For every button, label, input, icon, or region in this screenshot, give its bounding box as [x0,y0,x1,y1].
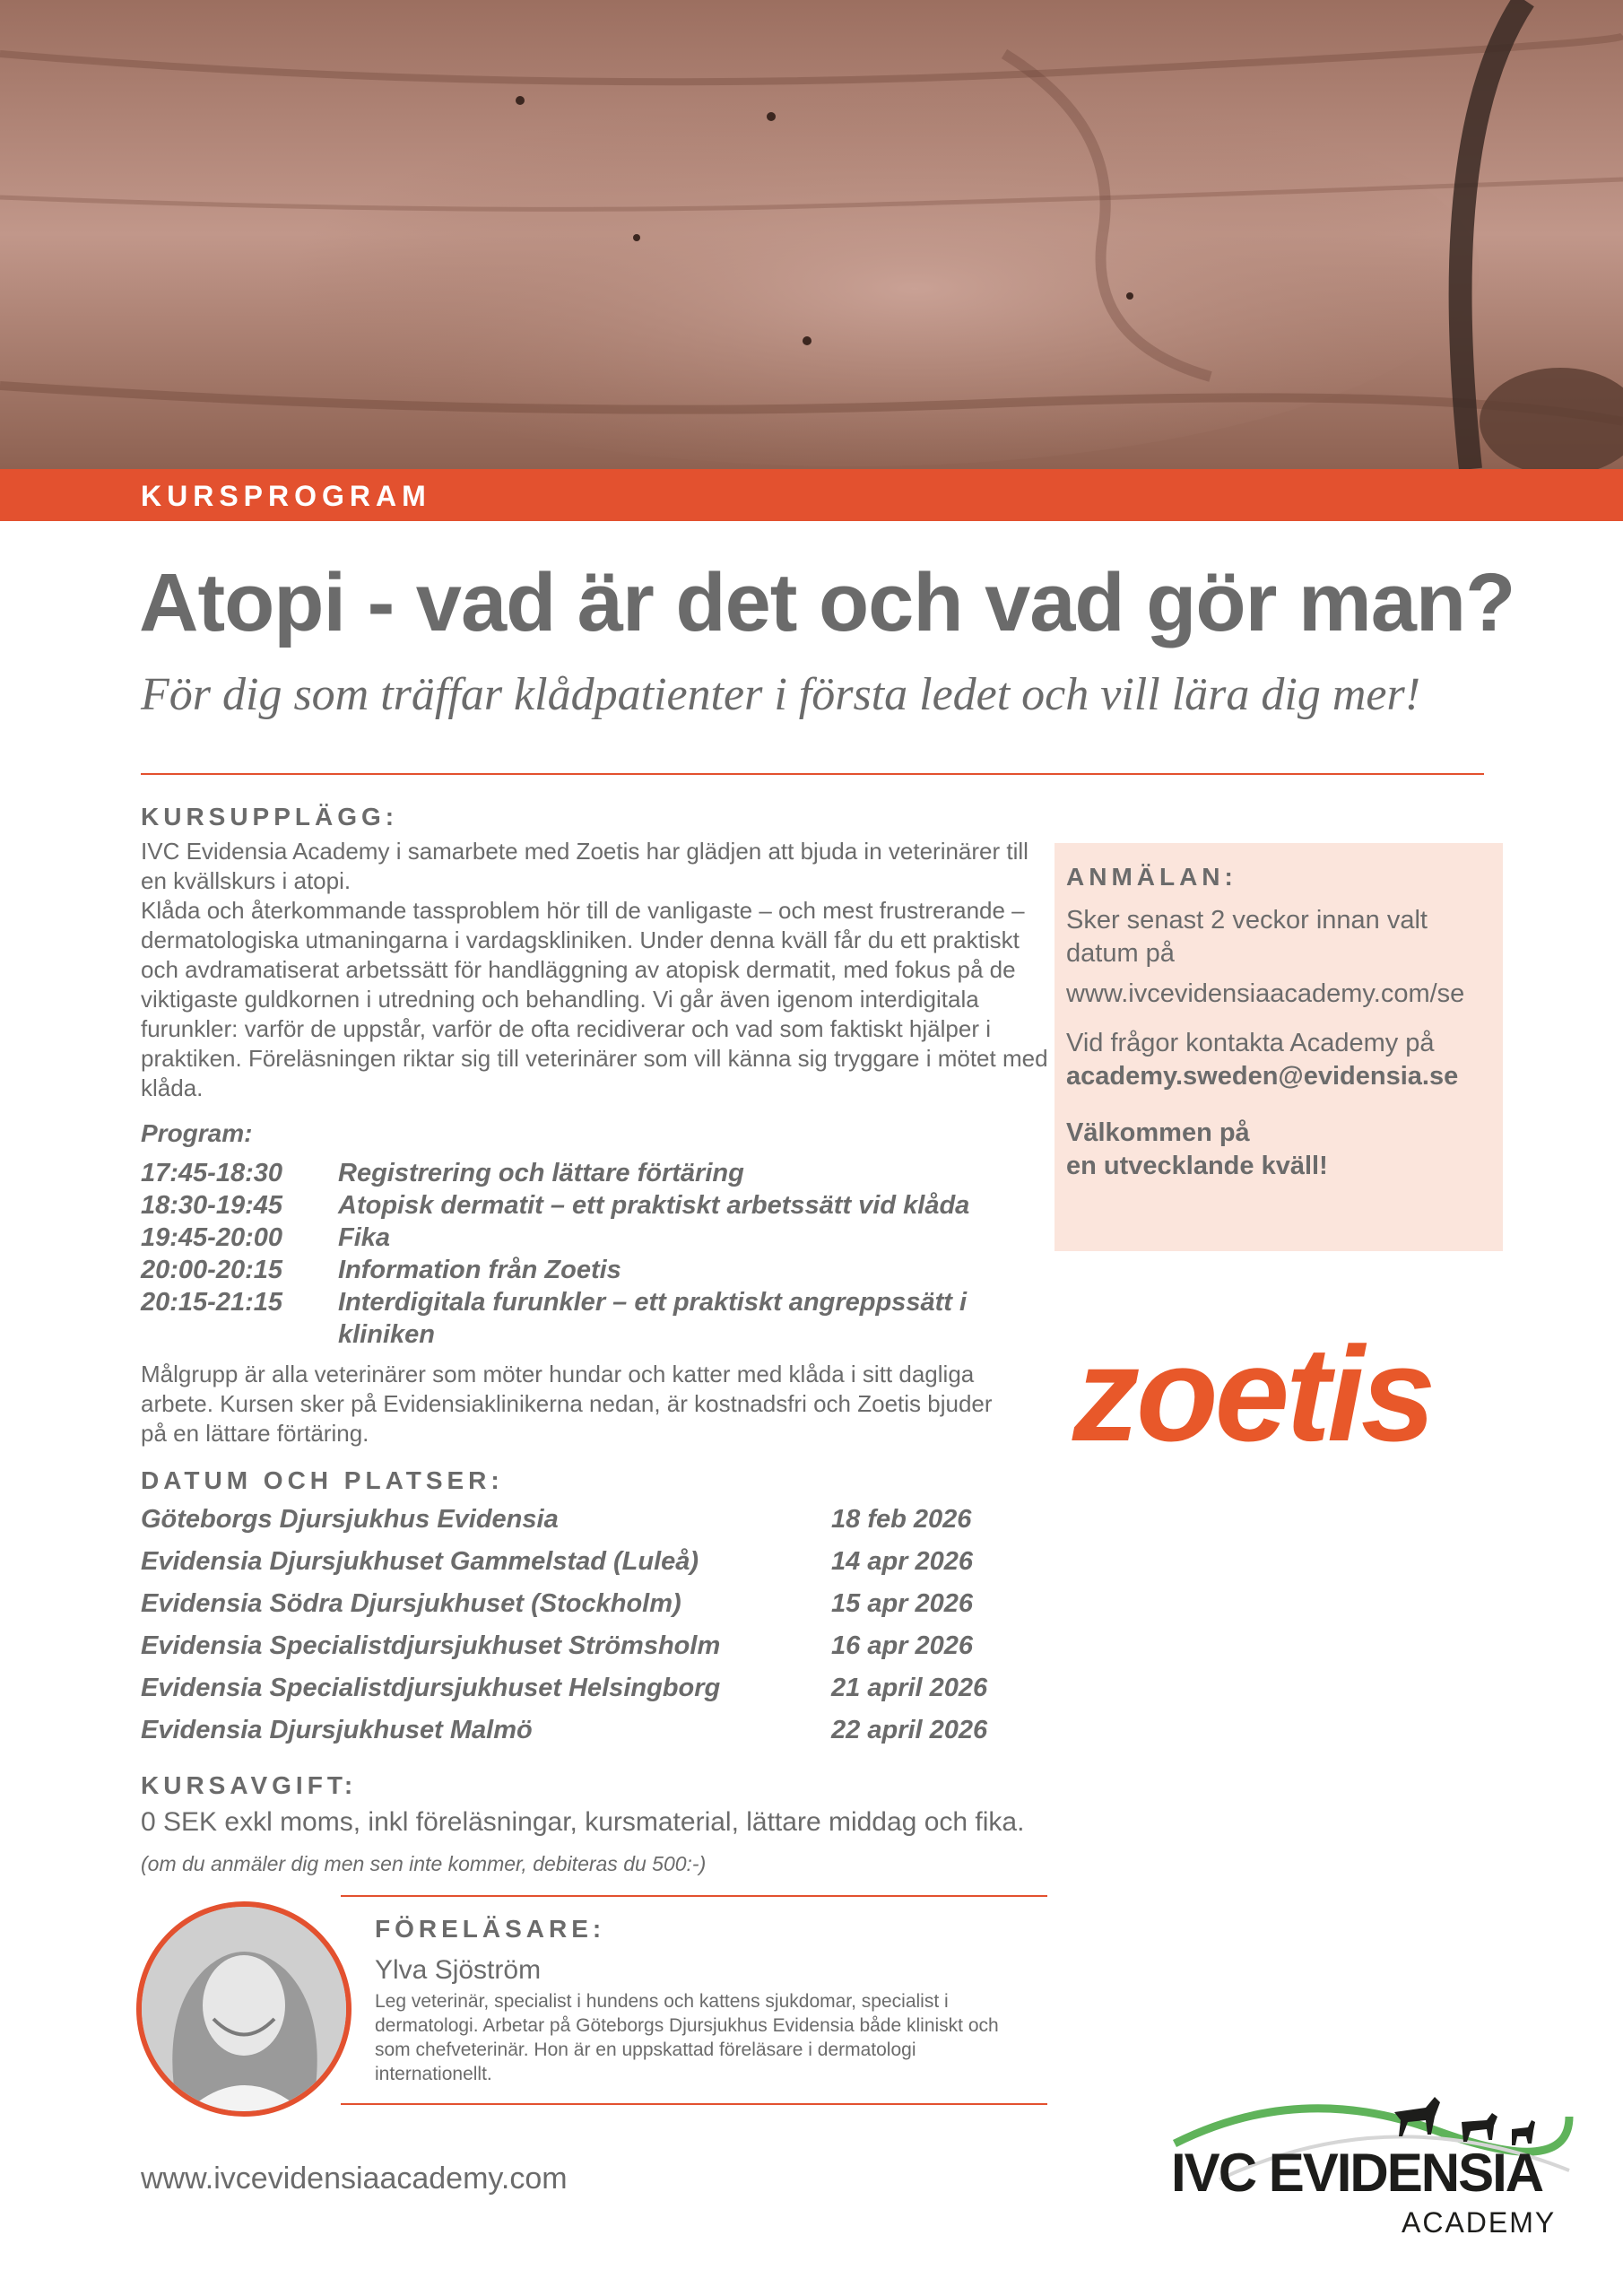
program-row [141,1157,1037,1189]
welcome-line-1: Välkommen på [1066,1118,1250,1147]
venue-name: Evidensia Södra Djursjukhuset (Stockholm) [141,1589,681,1618]
lecturer-portrait [142,1907,346,2111]
program-desc: Registrering och lättare förtäring [338,1159,744,1187]
fee-heading: KURSAVGIFT: [141,1771,358,1799]
dates-heading: DATUM OCH PLATSER: [141,1466,504,1494]
venue-date: 18 feb 2026 [831,1505,972,1534]
venue-date: 16 apr 2026 [831,1631,974,1660]
footer-url[interactable]: www.ivcevidensiaacademy.com [141,2161,568,2196]
lecturer-name: Ylva Sjöström [375,1955,542,1985]
registration-deadline: Sker senast 2 veckor innan valt datum på [1066,906,1428,968]
zoetis-logo: zoetis [1072,1318,1433,1469]
registration-panel [1055,843,1503,1251]
program-time: 17:45-18:30 [141,1159,282,1187]
dog-skin-photo [0,0,1623,469]
venue-date: 22 april 2026 [831,1716,988,1744]
venue-name: Evidensia Specialistdjursjukhuset Helsingborg [141,1674,721,1702]
program-desc: Interdigitala furunkler – ett praktiskt angreppssätt i kliniken [338,1288,967,1349]
fee-text: 0 SEK exkl moms, inkl föreläsningar, kursmaterial, lättare middag och fika. [141,1807,1025,1837]
program-row [141,1286,1037,1351]
venue-name: Göteborgs Djursjukhus Evidensia [141,1505,559,1534]
venue-list [141,1505,1002,1758]
venue-row [141,1631,1002,1674]
fee-divider [341,1895,1047,1897]
venue-date: 15 apr 2026 [831,1589,974,1618]
page-title: Atopi - vad är det och vad gör man? [139,557,1515,648]
course-description [141,837,1048,1103]
kursprogram-band [0,469,1623,521]
banner-label: KURSPROGRAM [141,480,431,512]
lecturer-photo [136,1901,352,2117]
venue-row [141,1505,1002,1547]
venue-name: Evidensia Djursjukhuset Gammelstad (Luleå) [141,1547,699,1576]
program-time: 20:15-21:15 [141,1288,282,1317]
program-row [141,1189,1037,1222]
ivc-brand-sub: ACADEMY [1402,2206,1557,2239]
ivc-brand-name: IVC EVIDENSIA [1171,2143,1543,2203]
program-schedule [141,1157,1037,1351]
hero-image [0,0,1623,469]
venue-row [141,1547,1002,1589]
lecturer-heading: FÖRELÄSARE: [375,1915,606,1943]
program-label: Program: [141,1119,253,1147]
program-time: 19:45-20:00 [141,1223,282,1252]
lecturer-divider [341,2103,1047,2105]
fee-note: (om du anmäler dig men sen inte kommer, debiteras du 500:-) [141,1852,707,1875]
venue-name: Evidensia Djursjukhuset Malmö [141,1716,533,1744]
page-subtitle: För dig som träffar klådpatienter i första ledet och vill lära dig mer! [141,669,1421,720]
venue-date: 21 april 2026 [831,1674,988,1702]
venue-row [141,1674,1002,1716]
program-time: 18:30-19:45 [141,1191,282,1220]
course-paragraph-2: Klåda och återkommande tassproblem hör till de vanligaste – och mest frustrerande – dermatologiska utmaningarna i vardagskliniken. Under denna kväll får du ett praktiskt och avdramatiserat arbetssätt för handläggning av atopisk dermatit, med fokus på de viktigaste guldkornen i utredning och behandling. Vi går även igenom interdigitala furunkler: varför de uppstår, varför de ofta recidiverar och vad som faktiskt hjälper i praktiken. Föreläsningen riktar sig till veterinärer som vill känna sig tryggare i mötet med klåda. [141,897,1048,1101]
venue-date: 14 apr 2026 [831,1547,974,1576]
welcome-line-2: en utvecklande kväll! [1066,1152,1328,1180]
program-desc: Fika [338,1223,391,1252]
contact-text: Vid frågor kontakta Academy på [1066,1029,1435,1057]
venue-row [141,1589,1002,1631]
program-desc: Information från Zoetis [338,1256,621,1284]
registration-heading: ANMÄLAN: [1066,863,1237,891]
program-time: 20:00-20:15 [141,1256,282,1284]
lecturer-bio: Leg veterinär, specialist i hundens och kattens sjukdomar, specialist i dermatologi. Arbetar på Göteborgs Djursjukhus Evidensia både kliniskt och som chefveterinär. Hon är en uppskattad föreläsare i dermatologi internationellt. [375,1991,999,2084]
program-row [141,1254,1037,1286]
venue-row [141,1716,1002,1758]
target-group-text: Målgrupp är alla veterinärer som möter hundar och katter med klåda i sitt dagliga arbete. Kursen sker på Evidensiaklinikerna nedan, är kostnadsfri och Zoetis bjuder på en lättare förtäring. [141,1361,993,1447]
program-row [141,1222,1037,1254]
venue-name: Evidensia Specialistdjursjukhuset Strömsholm [141,1631,721,1660]
program-desc: Atopisk dermatit – ett praktiskt arbetssätt vid klåda [338,1191,970,1220]
title-divider [141,773,1484,775]
registration-url[interactable]: www.ivcevidensiaacademy.com/se [1066,979,1465,1008]
course-heading: KURSUPPLÄGG: [141,803,399,831]
course-paragraph-1: IVC Evidensia Academy i samarbete med Zoetis har glädjen att bjuda in veterinärer till en kvällskurs i atopi. [141,838,1028,894]
contact-email[interactable]: academy.sweden@evidensia.se [1066,1062,1459,1091]
